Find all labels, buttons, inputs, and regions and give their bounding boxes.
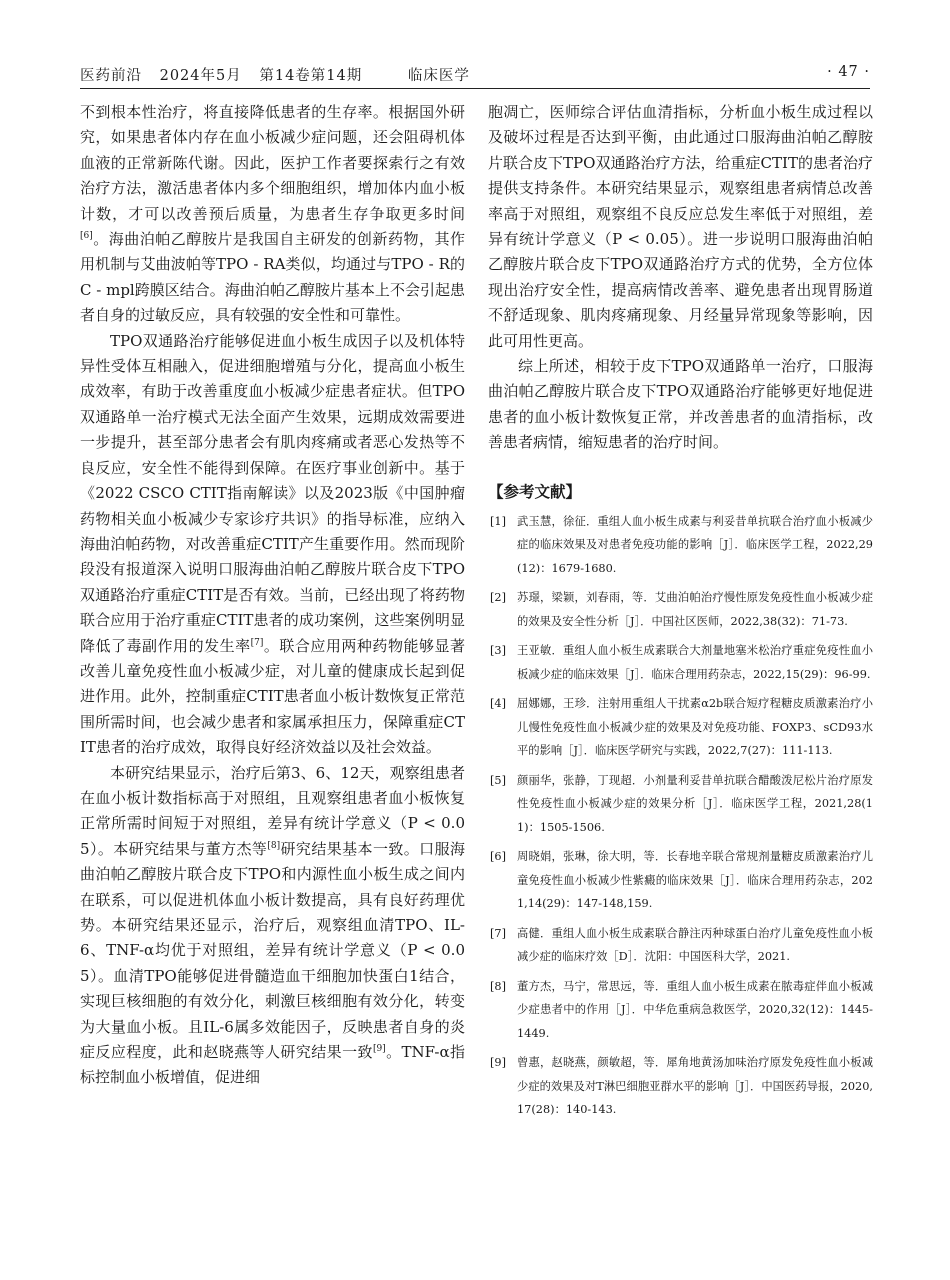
reference-text: 董方杰，马宁，常思远，等．重组人血小板生成素在脓毒症伴血小板减少症患者中的作用［J］．中华危重病急救医学，2020,32(12)：1445-1449. [517,979,873,1040]
citation[interactable]: [6] [80,231,93,242]
left-column [80,100,465,1260]
reference-list [488,510,873,1122]
reference-item [488,1051,873,1122]
paragraph: 综上所述，相较于皮下TPO双通路单一治疗，口服海曲泊帕乙醇胺片联合皮下TPO双通路治疗能够更好地促进患者的血小板计数恢复正常，并改善患者的血清指标，改善患者病情，缩短患者的治疗时间。 [488,357,873,452]
reference-text: 武玉慧，徐征．重组人血小板生成素与利妥昔单抗联合治疗血小板减少症的临床效果及对患者免疫功能的影响［J］．临床医学工程，2022,29(12)：1679-1680. [517,514,873,575]
right-column [488,100,873,1260]
volume-issue: 第14卷第14期 [259,68,363,84]
paragraph: 本研究结果显示，治疗后第3、6、12天，观察组患者在血小板计数指标高于对照组，且观察组患者血小板恢复正常所需时间短于对照组，差异有统计学意义（P < 0.05）。本研究结果与董方杰等[8]研究结果基本一致。口服海曲泊帕乙醇胺片联合皮下TPO和内源性血小板生成之间内在联系，可以促进机体血小板计数提高，具有良好药理优势。本研究结果还显示，治疗后，观察组血清TPO、IL-6、TNF-α均优于对照组，差异有统计学意义（P < 0.05）。血清TPO能够促进骨髓造血干细胞加快蛋白1结合，实现巨核细胞的有效分化，刺激巨核细胞有效分化，转变为大量血小板。且IL-6属多效能因子，反映患者自身的炎症反应程度，此和赵晓燕等人研究结果一致[9]。TNF-α指标控制血小板增值，促进细 [80,763,465,1087]
reference-number: [4] [490,697,507,711]
paragraph: TPO双通路治疗能够促进血小板生成因子以及机体特异性受体互相融入，促进细胞增殖与分化，提高血小板生成效率，有助于改善重度血小板减少症患者症状。但TPO双通路单一治疗模式无法全面产生效果，远期成效需要进一步提升，甚至部分患者会有肌肉疼痛或者恶心发热等不良反应，安全性不能得到保障。在医疗事业创新中。基于《2022 CSCO CTIT指南解读》以及2023版《中国肿瘤药物相关血小板减少专家诊疗共识》的指导标准，应纳入海曲泊帕药物，对改善重症CTIT产生重要作用。然而现阶段没有报道深入说明口服海曲泊帕乙醇胺片联合皮下TPO双通路治疗重症CTIT是否有效。当前，已经出现了将药物联合应用于治疗重症CTIT患者的成功案例，这些案例明显降低了毒副作用的发生率[7]。联合应用两种药物能够显著改善儿童免疫性血小板减少症，对儿童的健康成长起到促进作用。此外，控制重症CTIT患者血小板计数恢复正常范围所需时间，也会减少患者和家属承担压力，保障重症CTIT患者的治疗成效，取得良好经济效益以及社会效益。 [80,331,465,757]
issue-date: 2024年5月 [159,68,242,84]
reference-number: [2] [490,591,507,605]
reference-text: 苏璟，梁颖，刘春雨，等．艾曲泊帕治疗慢性原发免疫性血小板减少症的效果及安全性分析［J］．中国社区医师，2022,38(32)：71-73. [517,591,873,628]
reference-item [488,922,873,969]
journal-name: 医药前沿 [80,68,142,84]
reference-item [488,586,873,633]
reference-number: [5] [490,773,507,787]
running-header [80,64,870,89]
reference-number: [9] [490,1056,507,1070]
paragraph: 胞凋亡，医师综合评估血清指标，分析血小板生成过程以及破坏过程是否达到平衡，由此通过口服海曲泊帕乙醇胺片联合皮下TPO双通路治疗方法，给重症CTIT的患者治疗提供支持条件。本研究结果显示，观察组患者病情总改善率高于对照组，观察组不良反应总发生率低于对照组，差异有统计学意义（P < 0.05）。进一步说明口服海曲泊帕乙醇胺片联合皮下TPO双通路治疗方式的优势，全方位体现出治疗安全性，提高病情改善率、避免患者出现胃肠道不舒适现象、肌肉疼痛现象、月经量异常现象等影响，因此可用性更高。 [488,103,873,350]
reference-number: [3] [490,644,507,658]
paragraph: 不到根本性治疗，将直接降低患者的生存率。根据国外研究，如果患者体内存在血小板减少症问题，还会阻碍机体血液的正常新陈代谢。因此，医护工作者要探索行之有效治疗方法，激活患者体内多个细胞组织，增加体内血小板计数，才可以改善预后质量，为患者生存争取更多时间[6]。海曲泊帕乙醇胺片是我国自主研发的创新药物，其作用机制与艾曲波帕等TPO - RA类似，均通过与TPO - R的C - mpl跨膜区结合。海曲泊帕乙醇胺片基本上不会引起患者自身的过敏反应，具有较强的安全性和可靠性。 [80,103,465,325]
reference-item [488,510,873,581]
page-number: · 47 · [827,64,870,80]
reference-text: 屈娜娜，王珍．注射用重组人干扰素α2b联合短疗程糖皮质激素治疗小儿慢性免疫性血小板减少症的效果及对免疫功能、FOXP3、sCD93水平的影响［J］．临床医学研究与实践，2022,7(27)：111-113. [517,697,873,758]
citation[interactable]: [9] [372,1044,386,1055]
reference-item [488,692,873,763]
reference-text: 高健．重组人血小板生成素联合静注丙种球蛋白治疗儿童免疫性血小板减少症的临床疗效［D］．沈阳：中国医科大学，2021. [517,926,873,964]
header-left [80,64,482,85]
citation[interactable]: [8] [267,840,281,851]
citation[interactable]: [7] [250,637,264,648]
reference-number: [7] [490,926,507,940]
section-name: 临床医学 [407,68,470,84]
reference-item [488,845,873,916]
reference-number: [6] [490,850,507,864]
reference-item [488,975,873,1046]
reference-text: 曾惠，赵晓燕，颜敏超，等．犀角地黄汤加味治疗原发免疫性血小板减少症的效果及对T淋巴细胞亚群水平的影响［J］．中国医药导报，2020,17(28)：140-143. [517,1056,873,1117]
reference-item [488,769,873,840]
reference-text: 王亚敏．重组人血小板生成素联合大剂量地塞米松治疗重症免疫性血小板减少症的临床效果［J］．临床合理用药杂志，2022,15(29)：96-99. [517,644,873,681]
reference-number: [1] [490,514,507,528]
reference-number: [8] [490,979,507,993]
reference-text: 颜丽华，张静，丁现超．小剂量利妥昔单抗联合醋酸泼尼松片治疗原发性免疫性血小板减少症的效果分析［J］．临床医学工程，2021,28(11)：1505-1506. [517,773,873,834]
references-heading: 【参考文献】 [488,481,582,501]
reference-item [488,639,873,686]
reference-text: 周晓娟，张琳，徐大明，等．长春地辛联合常规剂量糖皮质激素治疗儿童免疫性血小板减少性紫癜的临床效果［J］．临床合理用药杂志，2021,14(29)：147-148,159. [517,850,873,911]
